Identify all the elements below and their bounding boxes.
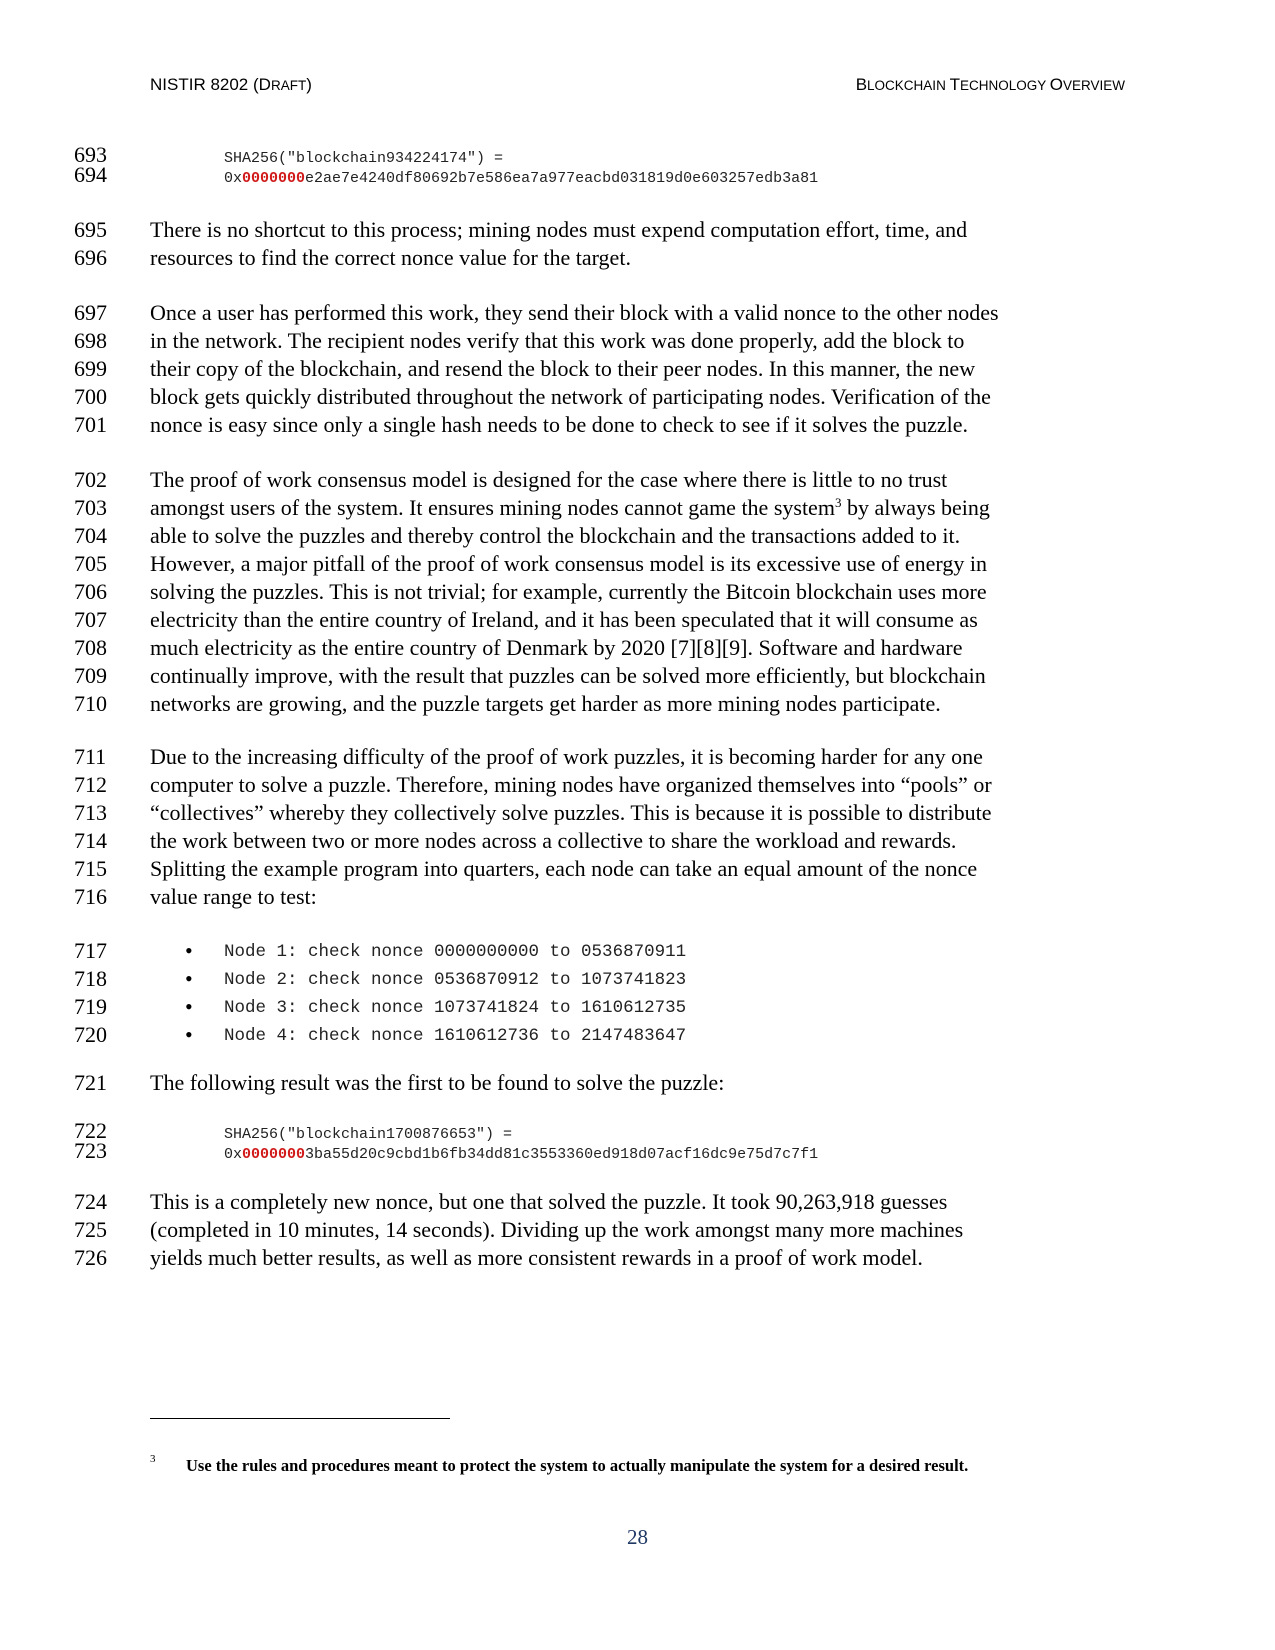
line-number: 714 [74,828,107,853]
list-item: Node 3: check nonce 1073741824 to 1610612735 [224,998,687,1018]
paragraph-line: solving the puzzles. This is not trivial; for example, currently the Bitcoin blockchain uses more [150,579,987,604]
line-number: 712 [74,772,107,797]
paragraph-line: the work between two or more nodes across a collective to share the workload and rewards. [150,828,957,853]
line-number: 705 [74,551,107,576]
footnote-divider [150,1418,450,1419]
hash-leading-zeros: 0000000 [242,1146,306,1163]
code-line: SHA256("blockchain1700876653") = [224,1126,513,1143]
line-number: 702 [74,467,107,492]
paragraph-line: their copy of the blockchain, and resend the block to their peer nodes. In this manner, the new [150,356,976,381]
paragraph-line: in the network. The recipient nodes verify that this work was done properly, add the block to [150,328,965,353]
line-number: 709 [74,663,107,688]
line-number: 720 [74,1022,107,1047]
line-number: 713 [74,800,107,825]
line-number: 708 [74,635,107,660]
paragraph-line: able to solve the puzzles and thereby control the blockchain and the transactions added to it. [150,523,961,548]
line-number: 715 [74,856,107,881]
code-line: SHA256("blockchain934224174") = [224,150,504,167]
paragraph-line: value range to test: [150,884,317,909]
line-number: 693 [74,142,107,167]
list-item: Node 4: check nonce 1610612736 to 2147483647 [224,1026,687,1046]
hash-leading-zeros: 0000000 [242,170,306,187]
paragraph-line: nonce is easy since only a single hash needs to be done to check to see if it solves the puzzle. [150,412,969,437]
paragraph-line: yields much better results, as well as more consistent rewards in a proof of work model. [150,1245,923,1270]
line-number: 707 [74,607,107,632]
line-number: 724 [74,1189,107,1214]
code-hash-line: 0x0000000e2ae7e4240df80692b7e586ea7a977eacbd031819d0e603257edb3a81 [224,170,819,187]
line-number: 711 [74,744,107,769]
paragraph-line: “collectives” whereby they collectively solve puzzles. This is because it is possible to distribute [150,800,992,825]
line-number: 698 [74,328,107,353]
line-number: 703 [74,495,107,520]
line-number: 706 [74,579,107,604]
paragraph-line: Once a user has performed this work, they send their block with a valid nonce to the other nodes [150,300,999,325]
paragraph-line: continually improve, with the result that puzzles can be solved more efficiently, but blockchain [150,663,986,688]
line-number: 726 [74,1245,107,1270]
paragraph-line: computer to solve a puzzle. Therefore, mining nodes have organized themselves into “pools” or [150,772,992,797]
list-item: Node 2: check nonce 0536870912 to 1073741823 [224,970,687,990]
line-number: 723 [74,1138,107,1163]
line-number: 716 [74,884,107,909]
paragraph-line: There is no shortcut to this process; mining nodes must expend computation effort, time, and [150,217,968,242]
line-number: 699 [74,356,107,381]
footnote-number: 3 [150,1453,156,1465]
paragraph-line: However, a major pitfall of the proof of work consensus model is its excessive use of energy in [150,551,987,576]
line-number: 695 [74,217,107,242]
paragraph-line: networks are growing, and the puzzle targets get harder as more mining nodes participate. [150,691,941,716]
paragraph-line: (completed in 10 minutes, 14 seconds). Dividing up the work amongst many more machines [150,1217,964,1242]
line-number: 704 [74,523,107,548]
doc-id: NISTIR 8202 [150,75,249,94]
line-number: 701 [74,412,107,437]
code-hash-line: 0x00000003ba55d20c9cbd1b6fb34dd81c3553360ed918d07acf16dc9e75d7c7f1 [224,1146,819,1163]
paragraph-line: Due to the increasing difficulty of the proof of work puzzles, it is becoming harder for any one [150,744,983,769]
paragraph-line: resources to find the correct nonce value for the target. [150,245,631,270]
paragraph-line: The proof of work consensus model is designed for the case where there is little to no trust [150,467,948,492]
line-number: 700 [74,384,107,409]
header-doc-id: NISTIR 8202 (DRAFT) [150,75,312,94]
line-number: 718 [74,966,107,991]
paragraph-line: The following result was the first to be found to solve the puzzle: [150,1070,725,1095]
bullet-icon: • [185,966,193,991]
footnote-text: Use the rules and procedures meant to protect the system to actually manipulate the system for a desired result. [186,1456,969,1475]
line-number: 717 [74,938,107,963]
line-number: 719 [74,994,107,1019]
line-number: 710 [74,691,107,716]
paragraph-line: much electricity as the entire country of Denmark by 2020 [7][8][9]. Software and hardware [150,635,963,660]
line-number: 721 [74,1070,107,1095]
line-number: 697 [74,300,107,325]
line-number: 725 [74,1217,107,1242]
bullet-icon: • [185,994,193,1019]
paragraph-line: block gets quickly distributed throughout the network of participating nodes. Verification of the [150,384,991,409]
paragraph-line: This is a completely new nonce, but one that solved the puzzle. It took 90,263,918 guesses [150,1189,948,1214]
bullet-icon: • [185,1022,193,1047]
paragraph-line: electricity than the entire country of Ireland, and it has been speculated that it will consume as [150,607,978,632]
bullet-icon: • [185,938,193,963]
page-number: 28 [627,1525,648,1549]
header-title: BLOCKCHAIN TECHNOLOGY OVERVIEW [855,75,1125,94]
line-number: 696 [74,245,107,270]
paragraph-line: Splitting the example program into quarters, each node can take an equal amount of the nonce [150,856,978,881]
line-number: 694 [74,162,107,187]
footnote-reference[interactable]: 3 [834,495,842,510]
paragraph-line: amongst users of the system. It ensures mining nodes cannot game the system$^3$ by always being [150,495,990,520]
line-number: 722 [74,1118,107,1143]
list-item: Node 1: check nonce 0000000000 to 0536870911 [224,942,687,962]
